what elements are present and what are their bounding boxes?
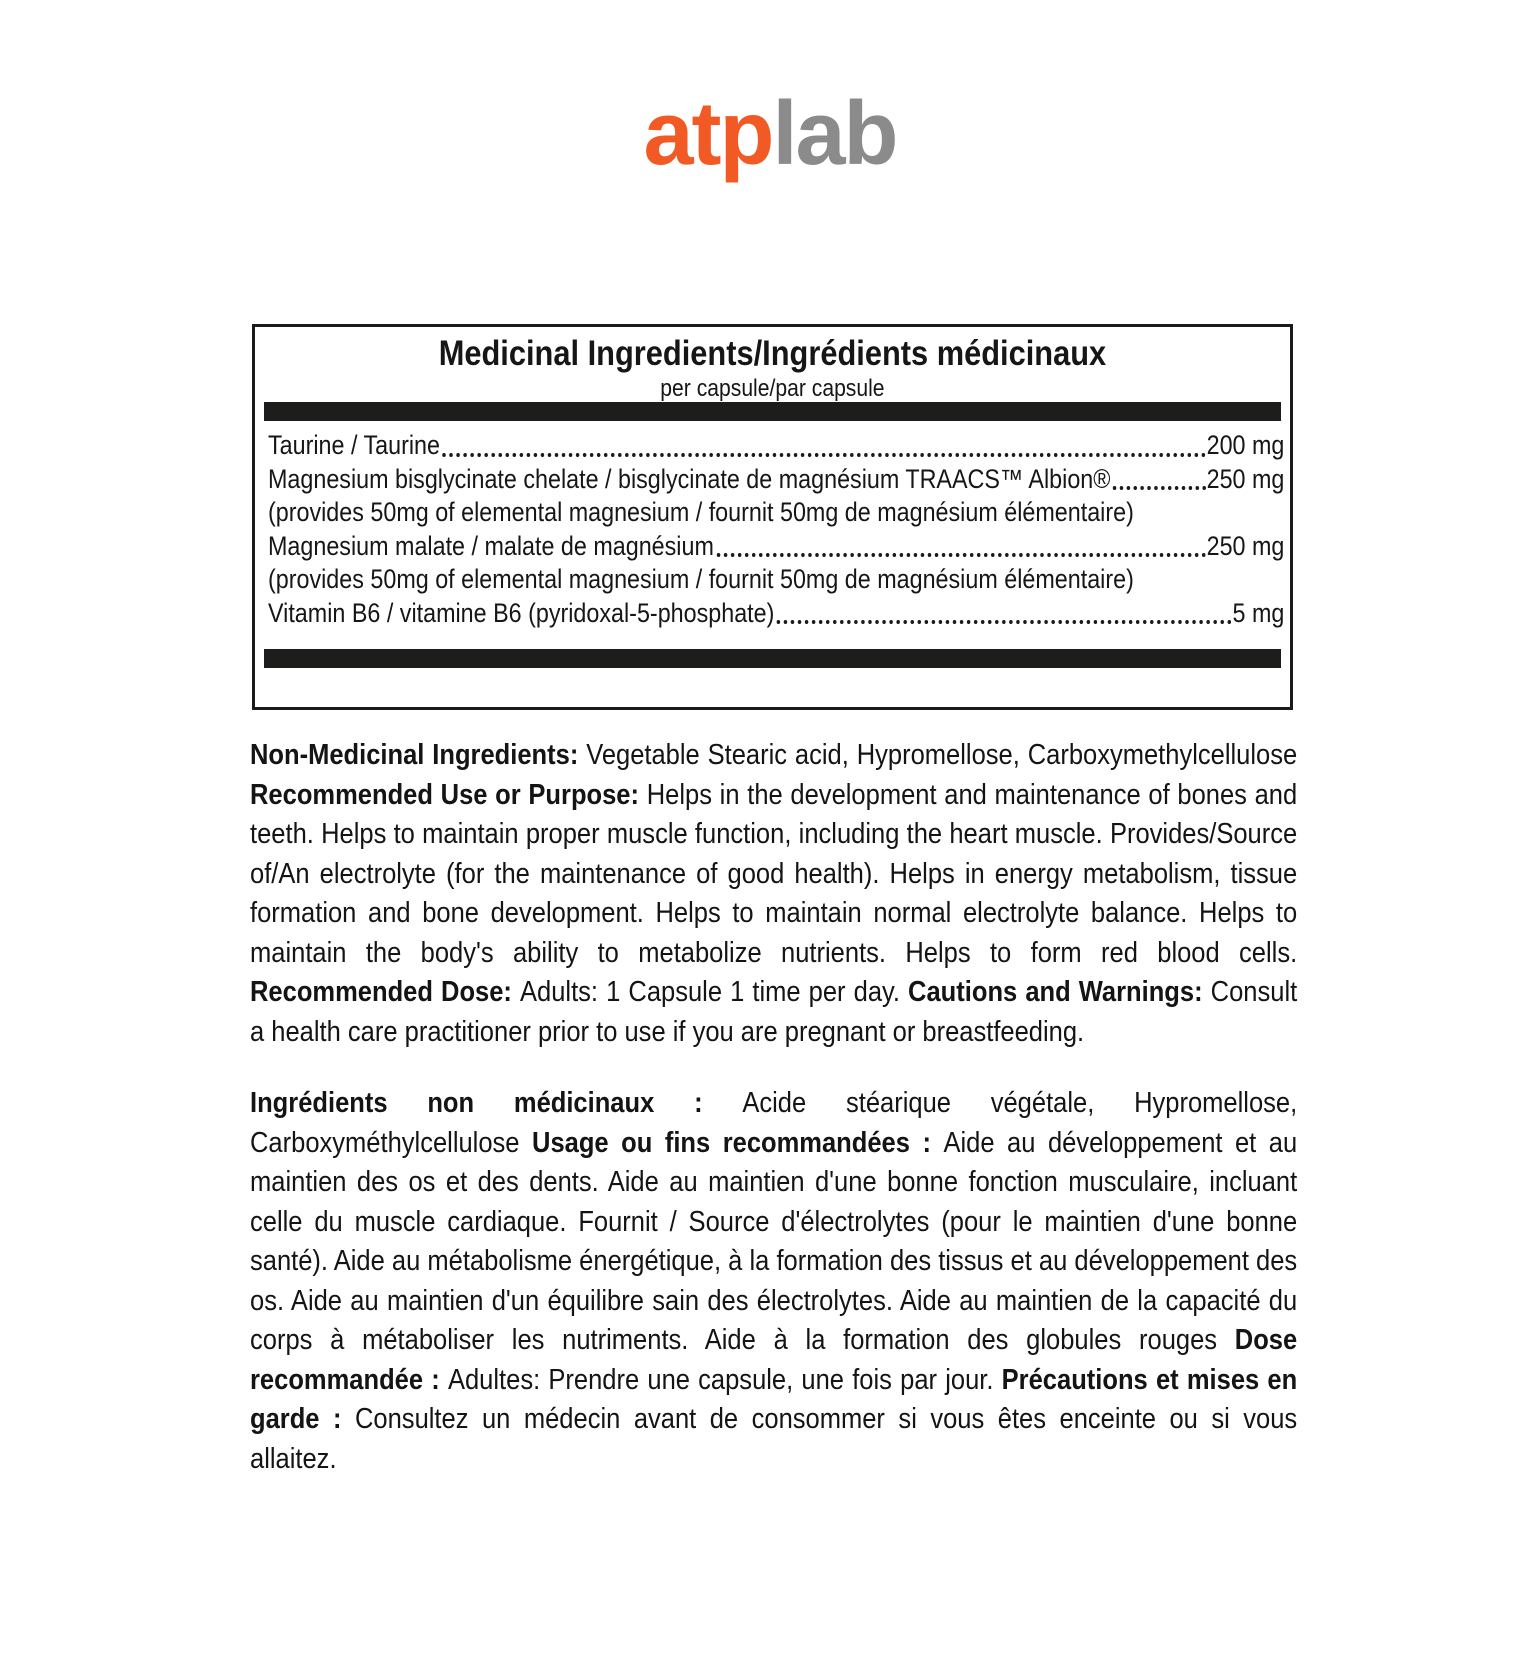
french-info-paragraph <box>250 1084 1297 1479</box>
logo-text-lab: lab <box>772 84 897 184</box>
panel-title: Medicinal Ingredients/Ingrédients médicinaux <box>438 334 1107 373</box>
paragraph-heading-run: Dose recommandée : <box>250 1324 1298 1396</box>
ingredient-note: (provides 50mg of elemental magnesium / fournit 50mg de magnésium élémentaire) <box>268 564 1134 594</box>
medicinal-ingredients-panel <box>252 324 1293 710</box>
paragraph-text-run: Consultez un médecin avant de consommer si vous êtes enceinte ou si vous allaitez. <box>250 1403 1298 1475</box>
brand-logo <box>0 84 1540 184</box>
dotted-leader <box>717 553 1206 557</box>
logo-text-atp: atp <box>643 84 773 184</box>
ingredient-name: Magnesium malate / malate de magnésium <box>268 530 714 561</box>
paragraph-text-run: Adults: 1 Capsule 1 time per day. <box>520 976 909 1008</box>
paragraph-text-run: Adultes: Prendre une capsule, une fois par jour. <box>447 1363 1002 1396</box>
english-info-paragraph <box>250 736 1297 1052</box>
paragraph-text-run: Consult a health care practitioner prior to use if you are pregnant or breastfeeding. <box>250 976 1298 1048</box>
ingredient-row <box>268 530 1284 564</box>
ingredient-row <box>268 597 1284 631</box>
ingredient-row <box>268 463 1284 497</box>
dotted-leader <box>777 620 1232 624</box>
paragraph-heading-run: Usage ou fins recommandées : <box>532 1126 944 1159</box>
ingredient-amount: 200 mg <box>1206 430 1285 460</box>
ingredient-amount: 250 mg <box>1206 463 1285 494</box>
ingredient-row <box>268 429 1284 463</box>
ingredient-note: (provides 50mg of elemental magnesium / fournit 50mg de magnésium élémentaire) <box>268 497 1134 527</box>
ingredient-name: Taurine / Taurine <box>268 430 440 460</box>
divider-bar-bottom <box>264 649 1281 668</box>
ingredient-name: Magnesium bisglycinate chelate / bisglycinate de magnésium TRAACS™ Albion® <box>268 463 1111 494</box>
panel-subtitle: per capsule/par capsule <box>660 375 885 403</box>
paragraph-heading-run: Non-Medicinal Ingredients: <box>250 739 587 771</box>
divider-bar-top <box>264 402 1281 421</box>
dotted-leader <box>443 453 1206 457</box>
paragraph-text-run: Vegetable Stearic acid, Hypromellose, Carboxymethylcellulose <box>586 739 1298 771</box>
paragraph-heading-run: Précautions et mises en garde : <box>250 1363 1298 1435</box>
paragraph-text-run: Aide au développement et au maintien des os et des dents. Aide au maintien d'une bonne fonction musculaire, incluant celle du muscle cardiaque. Fournit / Source d'électrolytes (pour le maintien d'une bonne santé). Aide au métabolisme énergétique, à la formation des tissus et au développement des os. Aide au maintien d'un équilibre sain des électrolytes. Aide au maintien de la capacité du corps à métaboliser les nutriments. Aide à la formation des globules rouges <box>250 1126 1298 1356</box>
dotted-leader <box>1113 486 1206 490</box>
paragraph-text-run: Helps in the development and maintenance of bones and teeth. Helps to maintain proper muscle function, including the heart muscle. Provides/Source of/An electrolyte (for the maintenance of good health). Helps in energy metabolism, tissue formation and bone development. Helps to maintain normal electrolyte balance. Helps to maintain the body's ability to metabolize nutrients. Helps to form red blood cells. <box>250 778 1298 969</box>
paragraph-heading-run: Recommended Use or Purpose: <box>250 778 647 811</box>
ingredient-amount: 5 mg <box>1232 597 1285 628</box>
paragraph-heading-run: Cautions and Warnings: <box>908 976 1211 1008</box>
paragraph-heading-run: Ingrédients non médicinaux : <box>250 1087 743 1119</box>
paragraph-text-run: Acide stéarique végétale, Hypromellose, Carboxyméthylcellulose <box>250 1087 1298 1159</box>
paragraph-heading-run: Recommended Dose: <box>250 976 521 1008</box>
ingredient-name: Vitamin B6 / vitamine B6 (pyridoxal-5-phosphate) <box>268 597 775 628</box>
panel-header <box>255 334 1290 404</box>
ingredient-amount: 250 mg <box>1206 530 1285 561</box>
ingredients-list <box>268 429 1284 630</box>
